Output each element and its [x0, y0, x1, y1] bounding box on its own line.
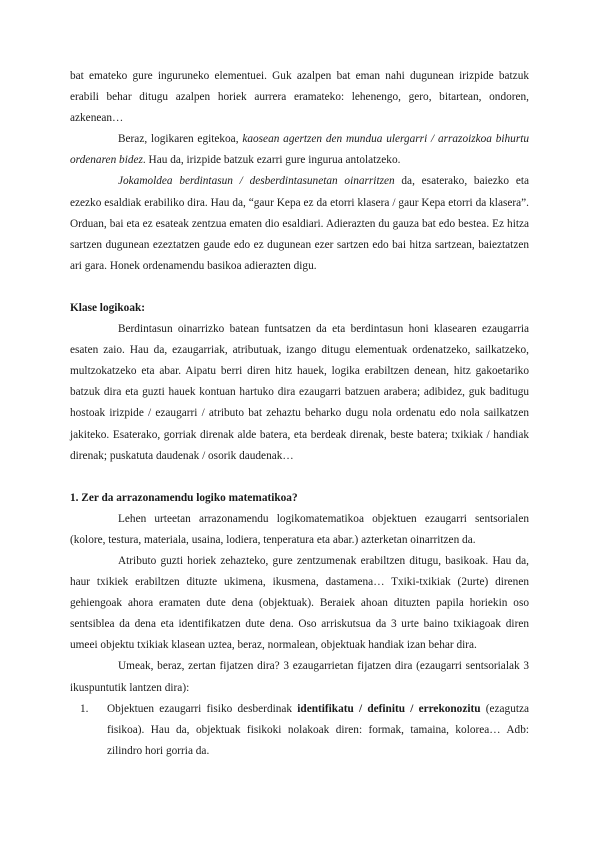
paragraph-reasoning-3: Umeak, beraz, zertan fijatzen dira? 3 ezaugarrietan fijatzen dira (ezaugarri sentsorialak 3 ikuspuntutik lantzen dira):	[70, 660, 529, 694]
bold-run: identifikatu / definitu / errekonozitu	[297, 702, 481, 715]
paragraph-intro: bat emateko gure inguruneko elementuei. Guk azalpen bat eman nahi dugunean irizpide batzuk erabili behar ditugu azalpen horiek aurrera eramateko: lehenengo, gero, bitartean, ondoren, azkenean…	[70, 70, 529, 125]
paragraph-logical-classes: Berdintasun oinarrizko batean funtsatzen da eta berdintasun honi klasearen ezaugarria esaten zaio. Hau da, ezaugarriak, atributuak, izango ditugu elementuak ordenatzeko, sailkatzeko, multzokatzeko eta abar. Aipatu berri diren hitz hauek, logika erabiltzen denean, hitz gakoetariko batzuk dira eta guzti hauek kontuan hartuko dira ezaugarri batzuen arabera; adibidez, guk baditugu hostoak irizpide / ezaugarri / atributo bat zehaztu beharko dugu nola ordenatu edo nola sailkatzen jakiteko. Esaterako, gorriak direnak alde batera, eta berdeak direnak, beste batera; txikiak / handiak direnak; puskatuta daudenak / osorik daudenak…	[70, 323, 529, 462]
text-run: (ezagutza fisikoa). Hau da, objektuak fisikoki nolakoak diren: formak, tamaina, kolorea… Adb: zilindro hori gorria da.	[107, 702, 530, 757]
list-item	[70, 699, 529, 762]
paragraph-logic-task	[70, 129, 529, 171]
document-body	[70, 66, 529, 762]
list-number: 1.	[80, 702, 89, 715]
section-heading-logical-classes: Klase logikoak:	[70, 301, 146, 314]
text-run: Objektuen ezaugarri fisiko desberdinak	[107, 702, 298, 715]
emphasis-run: kaosean agertzen den mundua ulergarri / arrazoizkoa bihurtu ordenaren bidez	[70, 133, 530, 167]
paragraph-equality	[70, 171, 529, 276]
text-run: da, esaterako, baiezko eta ezezko esaldiak erabiliko dira. Hau da, “gaur Kepa ez da etorri klasera / gaur Kepa etorri da klasera”. Orduan, bai eta ez esateak zentzua ematen dio esaldiari. Adierazten du gauza bat edo bestea. Ez hitza sartzen dugunean ezeztatzen gaude edo ez dugunean ezer sartzen edo bai hitza sartzean, baieztatzen ari gara. Honek ordenamendu basikoa adierazten digu.	[70, 175, 529, 272]
emphasis-run: Jokamoldea berdintasun / desberdintasunetan oinarritzen	[118, 175, 395, 188]
numbered-list	[70, 699, 529, 762]
text-run: . Hau da, irizpide batzuk ezarri gure ingurua antolatzeko.	[142, 154, 401, 167]
text-run: Beraz, logikaren egitekoa,	[118, 133, 243, 146]
section-heading-reasoning: 1. Zer da arrazonamendu logiko matematikoa?	[70, 491, 298, 504]
paragraph-reasoning-1: Lehen urteetan arrazonamendu logikomatematikoa objektuen ezaugarri sentsorialen (kolore, testura, materiala, usaina, lodiera, tenperatura eta abar.) azterketan oinarritzen da.	[70, 512, 529, 546]
paragraph-reasoning-2: Atributo guzti horiek zehazteko, gure zentzumenak erabiltzen ditugu, basikoak. Hau da, haur txikiek erabiltzen dituzte ukimena, ikusmena, dastamena… Txiki-txikiak (2urte) direnen gehiengoak ahora eramaten dute dena (objektuak). Beraiek ahoan dituzten papila horiekin oso sentsiblea da dena eta identifikatzen dute dena. Oso arriskutsua da 3 urte baino txikiagoak diren umeei objektu txikiak klasean uztea, beraz, normalean, objektuak handiak izan behar dira.	[70, 554, 529, 652]
